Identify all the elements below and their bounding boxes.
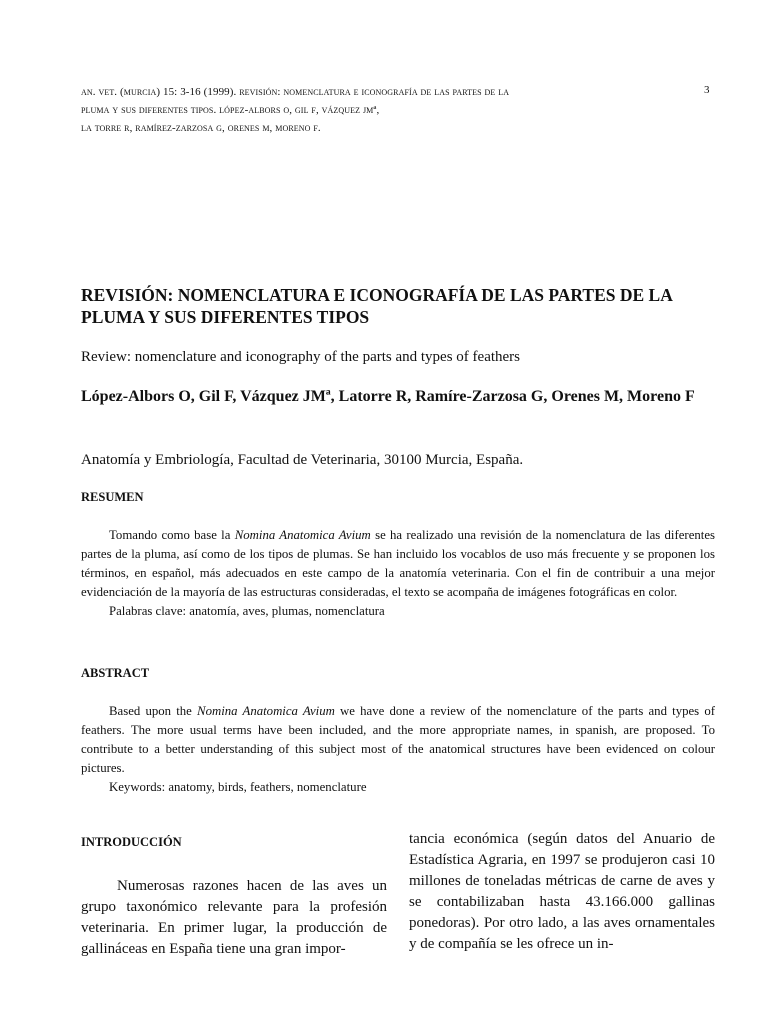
page-number: 3 — [704, 84, 710, 96]
running-head-line: pluma y sus diferentes tipos. lópez-albors o, gil f, vázquez jmª, — [81, 104, 380, 116]
resumen-emphasis: Nomina Anatomica Avium — [234, 528, 371, 542]
abstract-text-start: Based upon the — [109, 704, 198, 718]
author-list: López-Albors O, Gil F, Vázquez JMª, Latorre R, Ramíre-Zarzosa G, Orenes M, Moreno F — [81, 388, 695, 405]
running-head-line: la torre r, ramírez-zarzosa g, orenes m, moreno f. — [81, 122, 321, 134]
resumen-paragraph — [81, 526, 715, 602]
intro-column-left — [81, 876, 387, 960]
abstract-keywords: Keywords: anatomy, birds, feathers, nomenclature — [109, 780, 367, 794]
abstract-body — [81, 702, 715, 797]
intro-column-right — [409, 829, 715, 955]
affiliation: Anatomía y Embriología, Facultad de Veterinaria, 30100 Murcia, España. — [81, 452, 524, 468]
resumen-heading: RESUMEN — [81, 490, 144, 504]
intro-paragraph: Numerosas razones hacen de las aves un grupo taxonómico relevante para la profesión veterinaria. En primer lugar, la producción de gallináceas en España tiene una gran impor- — [81, 878, 387, 957]
resumen-text-end: se ha realizado una revisión de la nomenclatura de las diferentes partes de la pluma, así como de los tipos de plumas. Se han incluido los vocablos de uso más frecuente y se proponen los términos, en español, más adecuados en este campo de la anatomía veterinaria. Con el fin de contribuir a una mejor evidenciación de la mayoría de las estructuras consideradas, el texto se acompaña de imágenes fotográficas en color. — [81, 528, 715, 599]
running-head-line: an. vet. (murcia) 15: 3-16 (1999). revisión: nomenclatura e iconografía de las partes de la — [81, 86, 510, 98]
abstract-paragraph — [81, 702, 715, 778]
introduccion-heading: INTRODUCCIÓN — [81, 835, 182, 849]
abstract-heading: ABSTRACT — [81, 666, 150, 680]
article-subtitle: Review: nomenclature and iconography of the parts and types of feathers — [81, 349, 521, 365]
resumen-keywords: Palabras clave: anatomía, aves, plumas, nomenclatura — [109, 604, 385, 618]
running-head — [81, 83, 641, 137]
article-title: REVISIÓN: NOMENCLATURA E ICONOGRAFÍA DE LAS PARTES DE LA PLUMA Y SUS DIFERENTES TIPOS — [81, 285, 672, 327]
resumen-text-start: Tomando como base la — [109, 528, 235, 542]
abstract-emphasis: Nomina Anatomica Avium — [197, 704, 335, 718]
resumen-body — [81, 526, 715, 621]
intro-paragraph-continued: tancia económica (según datos del Anuario de Estadística Agraria, en 1997 se produjeron casi 10 millones de toneladas métricas de carne de aves y se contabilizaban hasta 43.166.000 gallinas ponedoras). Por otro lado, a las aves ornamentales y de compañía se les ofrece un in- — [409, 831, 715, 952]
abstract-text-end: we have done a review of the nomenclature of the parts and types of feathers. The more usual terms have been included, and the more appropriate names, in spanish, are proposed. To contribute to a better understanding of this subject most of the anatomical structures have been evidenced on colour pictures. — [81, 704, 715, 775]
